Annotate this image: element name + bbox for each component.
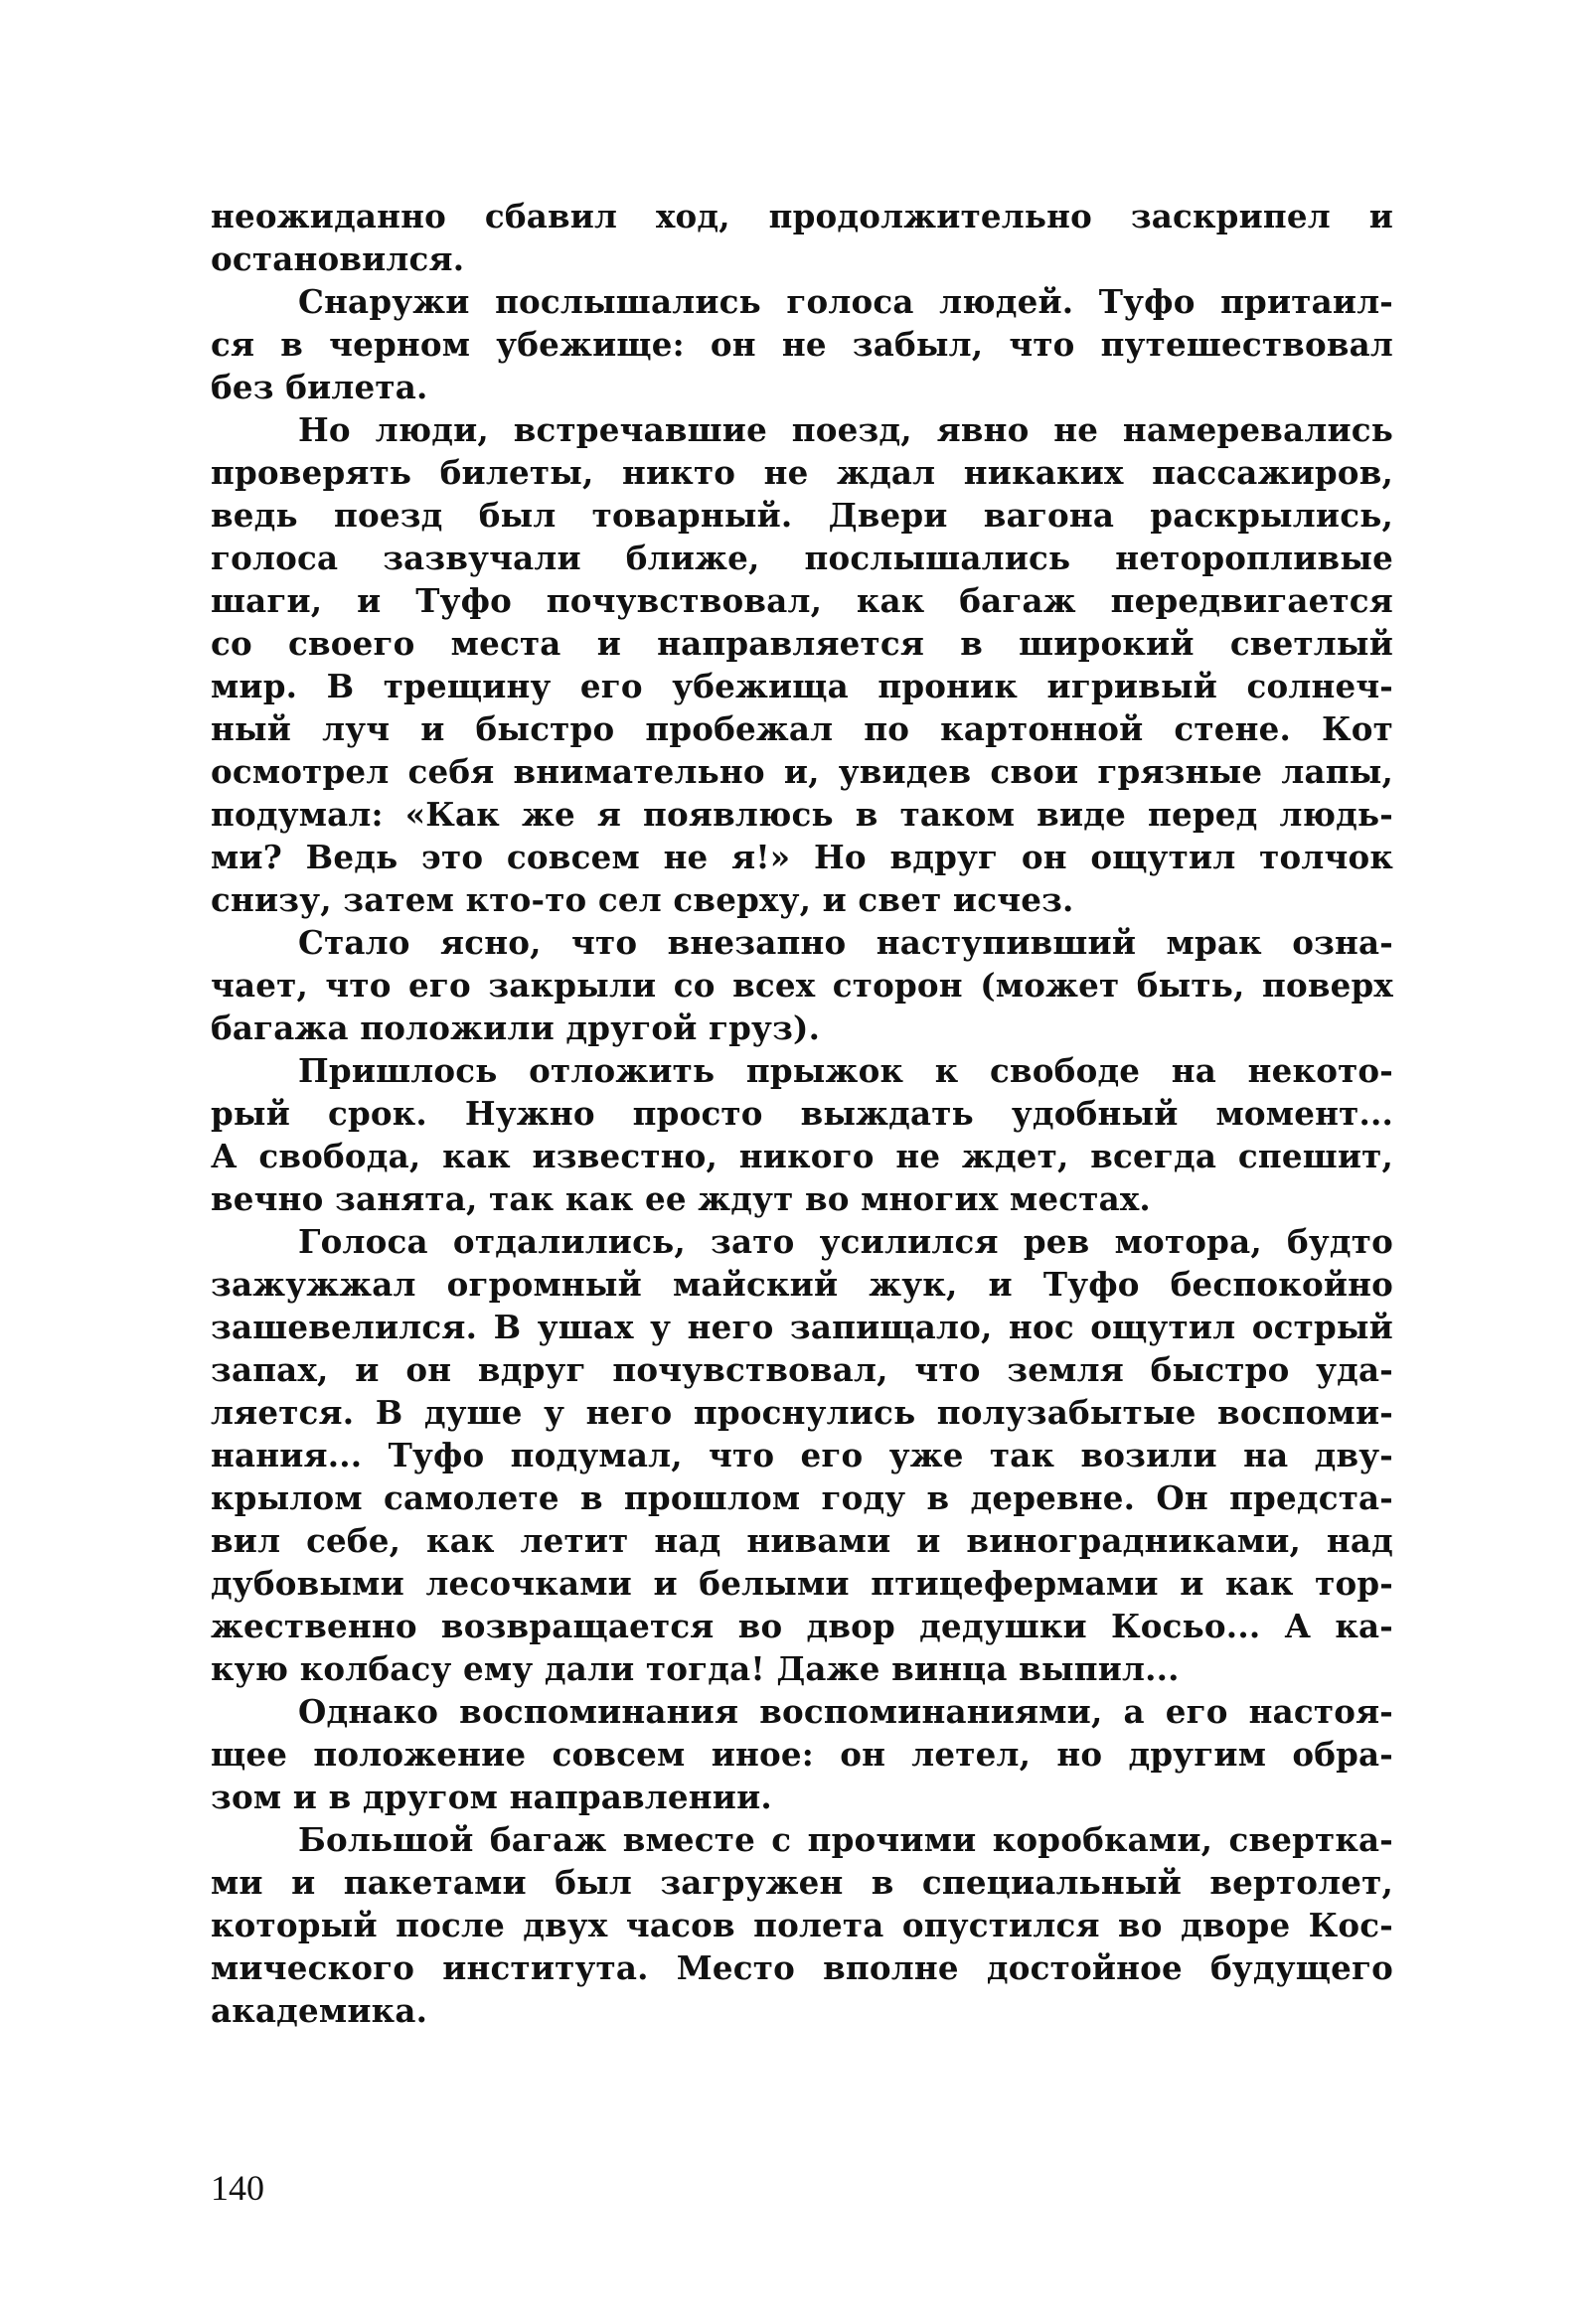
- page-number: 140: [211, 2168, 264, 2208]
- text-line: остановился.: [211, 239, 465, 278]
- text-line: ляется. В душе у него проснулись полузабытые воспоми-: [211, 1393, 1393, 1432]
- text-line: ми и пакетами был загружен в специальный вертолет,: [211, 1863, 1393, 1902]
- text-line: ведь поезд был товарный. Двери вагона раскрылись,: [211, 496, 1393, 535]
- text-line: вил себе, как летит над нивами и виноградниками, над: [211, 1521, 1393, 1560]
- text-line: А свобода, как известно, никого не ждет, всегда спешит,: [211, 1137, 1393, 1175]
- text-line: ми? Ведь это совсем не я!» Но вдруг он ощутил толчок: [211, 838, 1393, 876]
- text-line: жественно возвращается во двор дедушки Косьо... А ка-: [211, 1607, 1393, 1645]
- text-line: щее положение совсем иное: он летел, но другим обра-: [211, 1735, 1393, 1774]
- text-line: Однако воспоминания воспоминаниями, а его настоя-: [298, 1692, 1393, 1731]
- text-line: Но люди, встречавшие поезд, явно не намеревались: [298, 410, 1393, 449]
- text-line: мического института. Место вполне достойное будущего: [211, 1948, 1393, 1987]
- paragraph: [211, 280, 1393, 408]
- text-line: Голоса отдалились, зато усилился рев мотора, будто: [298, 1222, 1393, 1261]
- text-line: ся в черном убежище: он не забыл, что путешествовал: [211, 325, 1393, 364]
- text-line: чает, что его закрыли со всех сторон (может быть, поверх: [211, 966, 1393, 1005]
- text-line: рый срок. Нужно просто выждать удобный момент...: [211, 1094, 1393, 1133]
- text-line: который после двух часов полета опустился во дворе Кос-: [211, 1906, 1393, 1944]
- text-line: неожиданно сбавил ход, продолжительно заскрипел и: [211, 197, 1393, 235]
- text-line: дубовыми лесочками и белыми птицефермами и как тор-: [211, 1564, 1393, 1603]
- text-line: Большой багаж вместе с прочими коробками, свертка-: [298, 1820, 1393, 1859]
- text-line: нания... Туфо подумал, что его уже так возили на дву-: [211, 1436, 1393, 1474]
- text-line: вечно занята, так как ее ждут во многих местах.: [211, 1179, 1151, 1218]
- text-line: кую колбасу ему дали тогда! Даже винца выпил...: [211, 1649, 1180, 1688]
- text-line: багажа положили другой груз).: [211, 1008, 821, 1047]
- text-line: со своего места и направляется в широкий светлый: [211, 624, 1393, 663]
- paragraph: [211, 1690, 1393, 1818]
- paragraph: [211, 921, 1393, 1049]
- page-text: [211, 195, 1393, 2032]
- text-line: крылом самолете в прошлом году в деревне. Он предста-: [211, 1478, 1393, 1517]
- text-line: Стало ясно, что внезапно наступивший мрак озна-: [298, 923, 1393, 962]
- paragraph: [211, 1049, 1393, 1220]
- text-line: академика.: [211, 1991, 428, 2030]
- paragraph: [211, 1818, 1393, 2032]
- text-line: ный луч и быстро пробежал по картонной стене. Кот: [211, 709, 1393, 748]
- text-line: голоса зазвучали ближе, послышались неторопливые: [211, 539, 1393, 577]
- text-line: без билета.: [211, 368, 428, 406]
- text-line: зашевелился. В ушах у него запищало, нос ощутил острый: [211, 1308, 1393, 1346]
- text-line: Снаружи послышались голоса людей. Туфо притаил-: [298, 282, 1393, 321]
- paragraph: [211, 195, 1393, 280]
- text-line: запах, и он вдруг почувствовал, что земля быстро уда-: [211, 1350, 1393, 1389]
- paragraph: [211, 1220, 1393, 1690]
- text-line: шаги, и Туфо почувствовал, как багаж передвигается: [211, 581, 1393, 620]
- text-line: осмотрел себя внимательно и, увидев свои грязные лапы,: [211, 752, 1393, 791]
- text-line: подумал: «Как же я появлюсь в таком виде перед людь-: [211, 795, 1393, 834]
- paragraph: [211, 408, 1393, 921]
- text-line: зажужжал огромный майский жук, и Туфо беспокойно: [211, 1265, 1393, 1304]
- text-line: снизу, затем кто-то сел сверху, и свет исчез.: [211, 880, 1074, 919]
- text-line: проверять билеты, никто не ждал никаких пассажиров,: [211, 453, 1393, 492]
- text-line: мир. В трещину его убежища проник игривый солнеч-: [211, 667, 1393, 705]
- text-line: Пришлось отложить прыжок к свободе на некото-: [298, 1051, 1393, 1090]
- text-line: зом и в другом направлении.: [211, 1778, 772, 1816]
